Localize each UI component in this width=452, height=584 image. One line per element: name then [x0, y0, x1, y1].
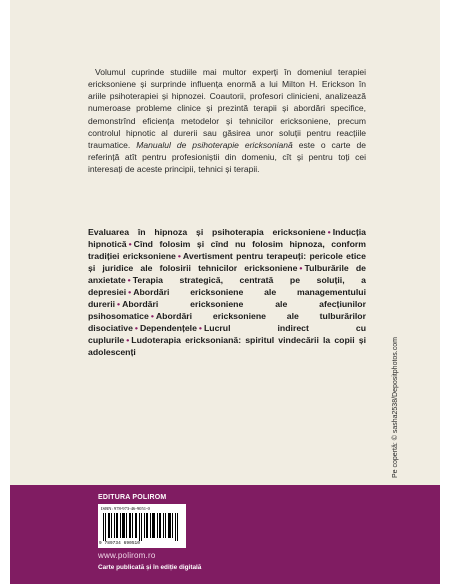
- publisher-name: EDITURA POLIROM: [98, 494, 167, 501]
- bullet-separator: •: [127, 275, 131, 286]
- isbn-number: ISBN: 978-973-46-9051-0: [101, 506, 150, 511]
- contents-item: Cînd folosim și cînd nu folosim hipnoza, conform tradiției ericksoniene: [88, 239, 366, 262]
- isbn-barcode-block: [98, 504, 186, 548]
- contents-item: Dependențele: [139, 323, 197, 334]
- contents-item: Inducția hipnotică: [88, 227, 366, 250]
- contents-item: Evaluarea în hipnoza și psihoterapia ericksoniene: [88, 227, 326, 237]
- book-description: [88, 66, 366, 175]
- contents-item: Abordări ericksoniene ale afecțiunilor psihosomatice: [88, 299, 366, 322]
- description-text: Volumul cuprinde studiile mai multor experți în domeniul terapiei ericksoniene și surprinde influența enormă a lui Milton H. Erickson în ariile psihoterapiei și hipnozei. Coautorii, profesori clinicieni, analizează numeroase probleme clinice și prezintă terapii și abordări specifice, demonstrînd eficiența metodelor și tehnicilor ericksoniene, precum controlul hipnotic al durerii sau găsirea unor soluții pentru reacțiile traumatice.: [88, 67, 366, 150]
- book-title-italic: Manualul de psihoterapie ericksoniană: [136, 139, 293, 150]
- bullet-separator: •: [198, 323, 202, 334]
- contents-item: Ludoterapia ericksoniană: spiritul vindecării la copii și adolescenți: [88, 335, 366, 358]
- contents-list: [88, 226, 366, 359]
- bullet-separator: •: [177, 251, 181, 262]
- contents-item: Tulburările de anxietate: [88, 263, 366, 286]
- publisher-band: [10, 485, 440, 584]
- bullet-separator: •: [128, 239, 132, 250]
- bullet-separator: •: [327, 227, 331, 237]
- barcode-icon: [101, 513, 183, 541]
- bullet-separator: •: [150, 311, 154, 322]
- contents-item: Lucrul indirect cu cuplurile: [88, 323, 366, 346]
- contents-item: Avertisment pentru terapeuți: pericole etice și juridice ale folosirii tehnicilor ericksoniene: [88, 251, 366, 274]
- contents-item: Abordări ericksoniene ale managementului durerii: [88, 287, 366, 310]
- digital-edition-note: Carte publicată și în ediție digitală: [98, 564, 202, 571]
- barcode-digits: 9 789734 690510: [99, 541, 141, 546]
- contents-item: Terapia strategică, centrată pe soluții, a depresiei: [88, 275, 366, 298]
- bullet-separator: •: [126, 335, 130, 346]
- bullet-separator: •: [134, 323, 138, 334]
- cover-photo-credit: Pe copertă: © sasha2538/Depositphotos.com: [392, 337, 399, 478]
- bullet-separator: •: [117, 299, 121, 310]
- contents-item: Abordări ericksoniene ale tulburărilor disociative: [88, 311, 366, 334]
- description-text-end: este o carte de referință atît pentru profesioniștii din domeniu, cît și pentru toți cei interesați de aceste principii, tehnici și terapii.: [88, 139, 367, 175]
- bullet-separator: •: [299, 263, 303, 274]
- publisher-website: www.polirom.ro: [98, 551, 156, 560]
- bullet-separator: •: [128, 287, 132, 298]
